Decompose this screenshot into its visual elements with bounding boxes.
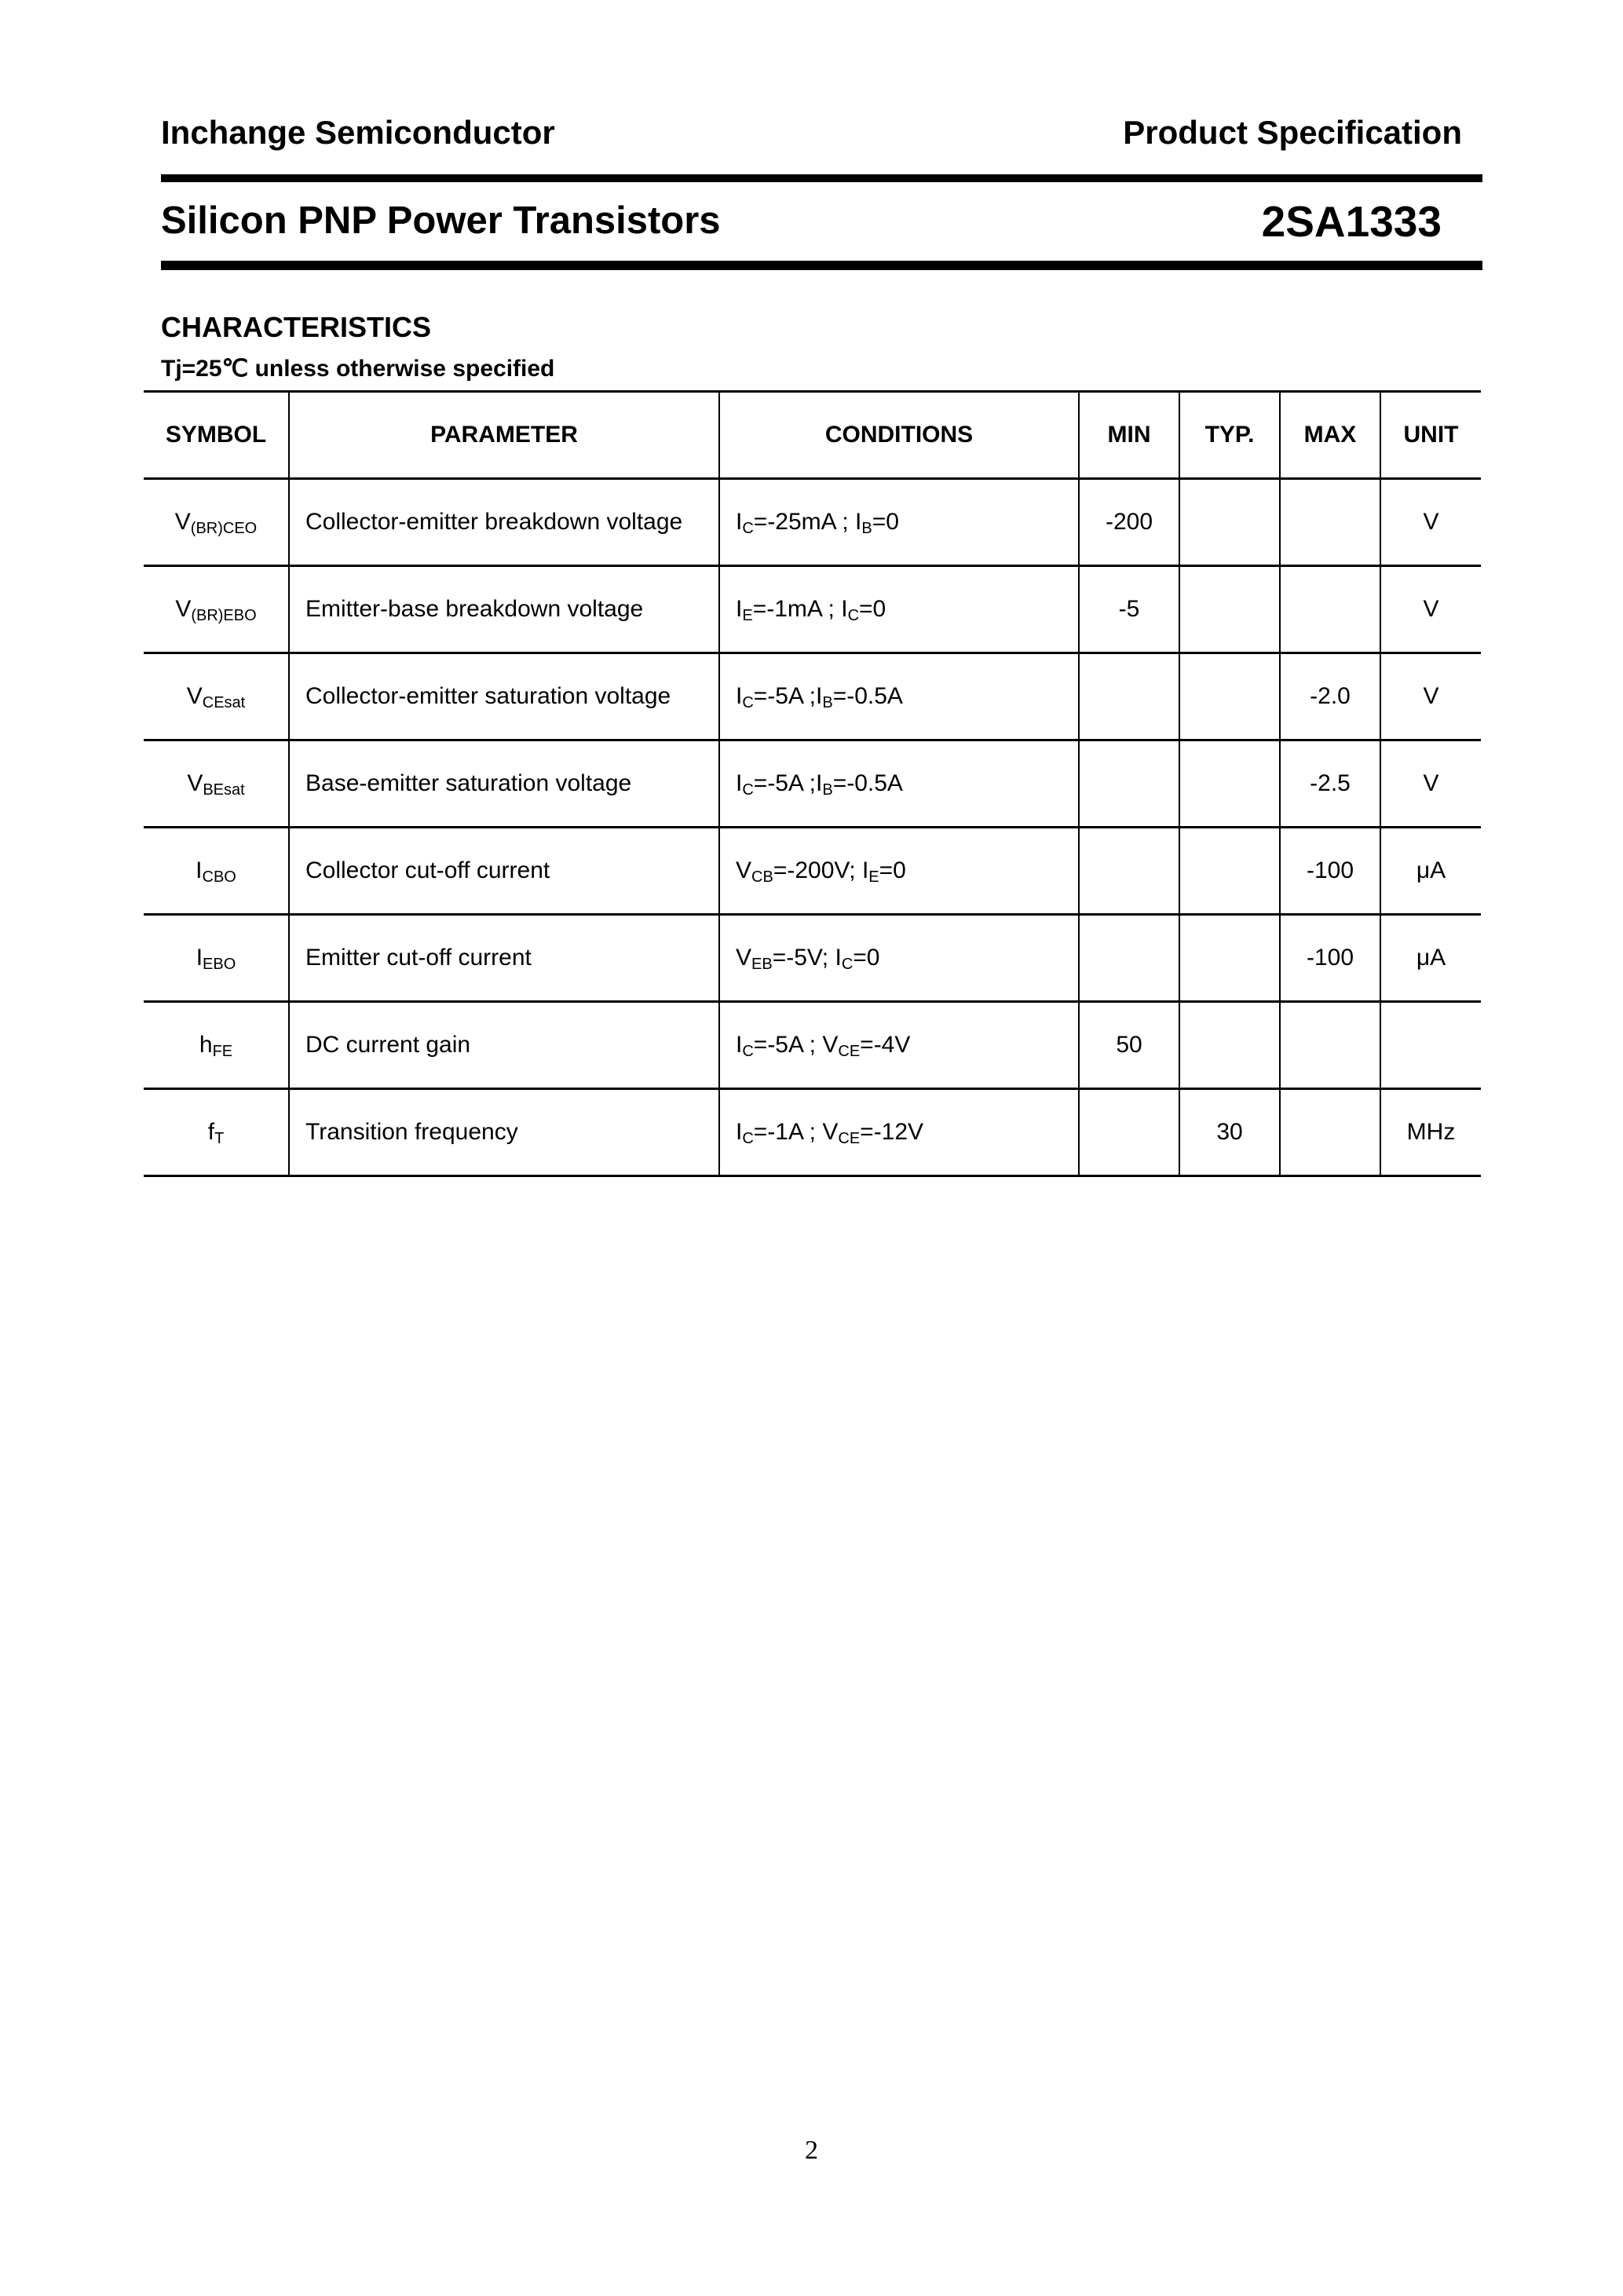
condition-subscript: C — [847, 607, 860, 624]
condition-value: =-1mA ; — [752, 596, 842, 622]
min-cell — [1079, 915, 1179, 1002]
typ-cell — [1179, 828, 1280, 915]
conditions-cell — [719, 566, 1079, 653]
symbol-subscript: (BR)CEO — [190, 520, 258, 537]
condition-subscript: CE — [838, 1043, 861, 1060]
parameter-cell: Collector-emitter breakdown voltage — [289, 479, 719, 566]
condition-var: I — [736, 770, 743, 796]
condition-value: =0 — [879, 857, 906, 883]
characteristics-table — [144, 390, 1481, 1177]
max-cell: -2.5 — [1280, 740, 1380, 828]
parameter-cell: Collector cut-off current — [289, 828, 719, 915]
typ-cell — [1179, 653, 1280, 740]
conditions-cell — [719, 915, 1079, 1002]
max-cell — [1280, 479, 1380, 566]
table-row — [144, 1089, 1481, 1176]
section-title: CHARACTERISTICS — [161, 311, 432, 343]
condition-subscript: B — [822, 694, 833, 711]
table-row — [144, 566, 1481, 653]
condition-var: V — [822, 1119, 839, 1145]
symbol-base: I — [196, 945, 203, 971]
condition-value: =-5A ; — [753, 683, 817, 709]
table-body — [144, 479, 1481, 1176]
parameter-cell: Transition frequency — [289, 1089, 719, 1176]
condition-subscript: C — [742, 781, 754, 799]
symbol-cell — [144, 1089, 289, 1176]
max-cell: -2.0 — [1280, 653, 1380, 740]
unit-cell: μA — [1380, 828, 1481, 915]
condition-value: =-0.5A — [832, 770, 903, 796]
condition-value: =-200V; — [773, 857, 862, 883]
unit-cell: V — [1380, 479, 1481, 566]
conditions-cell — [719, 828, 1079, 915]
conditions-cell — [719, 653, 1079, 740]
symbol-cell — [144, 1002, 289, 1089]
min-cell: -200 — [1079, 479, 1179, 566]
condition-subscript: C — [742, 1130, 754, 1147]
symbol-cell — [144, 566, 289, 653]
typ-cell — [1179, 915, 1280, 1002]
symbol-subscript: BEsat — [203, 781, 245, 799]
typ-cell — [1179, 566, 1280, 653]
conditions-cell — [719, 740, 1079, 828]
condition-value: =-4V — [860, 1032, 911, 1058]
typ-cell — [1179, 740, 1280, 828]
condition-subscript: C — [742, 694, 754, 711]
condition-var: I — [835, 945, 842, 971]
parameter-cell: Emitter cut-off current — [289, 915, 719, 1002]
typ-cell — [1179, 1002, 1280, 1089]
condition-value: =-5A ; — [753, 770, 817, 796]
max-cell: -100 — [1280, 915, 1380, 1002]
unit-cell — [1380, 1002, 1481, 1089]
table-row — [144, 653, 1481, 740]
condition-value: =-1A ; — [753, 1119, 823, 1145]
symbol-base: I — [196, 857, 203, 883]
symbol-base: V — [187, 770, 203, 796]
symbol-base: V — [175, 596, 192, 622]
typ-cell: 30 — [1179, 1089, 1280, 1176]
symbol-cell — [144, 828, 289, 915]
unit-cell: V — [1380, 740, 1481, 828]
symbol-cell — [144, 479, 289, 566]
condition-var: V — [736, 945, 752, 971]
symbol-subscript: CEsat — [202, 694, 246, 711]
condition-subscript: C — [841, 956, 854, 973]
symbol-subscript: FE — [212, 1043, 233, 1060]
condition-var: I — [816, 770, 823, 796]
symbol-subscript: CBO — [202, 868, 236, 886]
symbol-base: f — [207, 1119, 215, 1145]
symbol-subscript: (BR)EBO — [191, 607, 257, 624]
table-row — [144, 740, 1481, 828]
condition-value: =-5V; — [772, 945, 835, 971]
min-cell: 50 — [1079, 1002, 1179, 1089]
condition-subscript: B — [861, 520, 872, 537]
min-cell — [1079, 653, 1179, 740]
condition-value: =-5A ; — [753, 1032, 823, 1058]
condition-var: I — [736, 1119, 743, 1145]
condition-subscript: E — [742, 607, 753, 624]
unit-cell: V — [1380, 653, 1481, 740]
typ-cell — [1179, 479, 1280, 566]
column-header-parameter: PARAMETER — [289, 392, 719, 479]
condition-var: I — [841, 596, 848, 622]
column-header-unit: UNIT — [1380, 392, 1481, 479]
column-header-max: MAX — [1280, 392, 1380, 479]
max-cell: -100 — [1280, 828, 1380, 915]
unit-cell: V — [1380, 566, 1481, 653]
unit-cell: μA — [1380, 915, 1481, 1002]
max-cell — [1280, 1089, 1380, 1176]
symbol-base: V — [174, 509, 191, 535]
condition-value: =-0.5A — [832, 683, 903, 709]
symbol-cell — [144, 915, 289, 1002]
column-header-symbol: SYMBOL — [144, 392, 289, 479]
condition-subscript: C — [742, 1043, 754, 1060]
condition-var: I — [736, 683, 743, 709]
min-cell: -5 — [1079, 566, 1179, 653]
column-header-min: MIN — [1079, 392, 1179, 479]
min-cell — [1079, 740, 1179, 828]
parameter-cell: Base-emitter saturation voltage — [289, 740, 719, 828]
parameter-cell: Emitter-base breakdown voltage — [289, 566, 719, 653]
header-rule-top — [161, 174, 1482, 182]
condition-subscript: CB — [751, 868, 773, 886]
min-cell — [1079, 1089, 1179, 1176]
conditions-cell — [719, 1002, 1079, 1089]
condition-var: I — [736, 596, 743, 622]
table-row — [144, 915, 1481, 1002]
max-cell — [1280, 566, 1380, 653]
document-type: Product Specification — [1123, 114, 1462, 151]
symbol-base: h — [199, 1032, 213, 1058]
condition-var: I — [736, 509, 743, 535]
condition-subscript: C — [742, 520, 754, 537]
table-row — [144, 1002, 1481, 1089]
condition-value: =-25mA ; — [753, 509, 856, 535]
unit-cell: MHz — [1380, 1089, 1481, 1176]
condition-var: V — [822, 1032, 839, 1058]
company-name: Inchange Semiconductor — [161, 114, 555, 151]
table-header-row — [144, 392, 1481, 479]
symbol-subscript: T — [214, 1130, 225, 1147]
conditions-cell — [719, 479, 1079, 566]
condition-var: I — [861, 857, 869, 883]
condition-var: I — [855, 509, 862, 535]
condition-value: =0 — [872, 509, 899, 535]
condition-value: =-12V — [860, 1119, 924, 1145]
parameter-cell: DC current gain — [289, 1002, 719, 1089]
header-rule-bottom — [161, 261, 1482, 270]
symbol-subscript: EBO — [203, 956, 236, 973]
symbol-cell — [144, 653, 289, 740]
table-row — [144, 479, 1481, 566]
document-title: Silicon PNP Power Transistors — [161, 199, 721, 242]
table-row — [144, 828, 1481, 915]
symbol-cell — [144, 740, 289, 828]
symbol-base: V — [186, 683, 203, 709]
min-cell — [1079, 828, 1179, 915]
page-number: 2 — [805, 2136, 818, 2165]
conditions-cell — [719, 1089, 1079, 1176]
condition-var: I — [736, 1032, 743, 1058]
condition-note: Tj=25℃ unless otherwise specified — [161, 356, 555, 382]
condition-subscript: CE — [838, 1130, 861, 1147]
condition-subscript: EB — [751, 956, 773, 973]
max-cell — [1280, 1002, 1380, 1089]
condition-var: V — [736, 857, 752, 883]
column-header-typ: TYP. — [1179, 392, 1280, 479]
condition-subscript: E — [868, 868, 879, 886]
condition-var: I — [816, 683, 823, 709]
column-header-conditions: CONDITIONS — [719, 392, 1079, 479]
condition-subscript: B — [822, 781, 833, 799]
part-number: 2SA1333 — [1261, 197, 1442, 246]
condition-value: =0 — [853, 945, 880, 971]
condition-value: =0 — [859, 596, 886, 622]
parameter-cell: Collector-emitter saturation voltage — [289, 653, 719, 740]
